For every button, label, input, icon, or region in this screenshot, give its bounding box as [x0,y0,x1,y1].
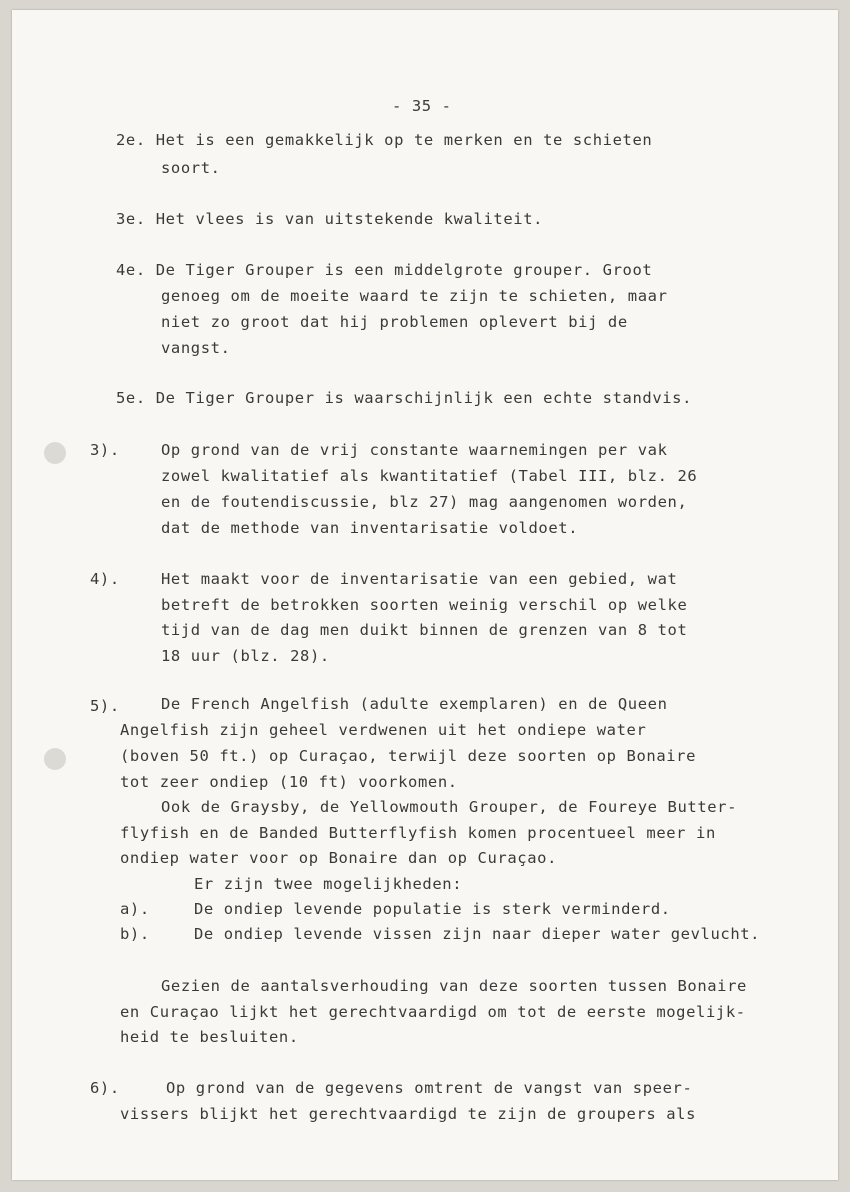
text-line: Gezien de aantalsverhouding van deze soorten tussen Bonaire [161,977,747,995]
text-line: Op grond van de gegevens omtrent de vangst van speer- [166,1079,693,1097]
text-line: (boven 50 ft.) op Curaçao, terwijl deze soorten op Bonaire [120,747,697,765]
text-line: tijd van de dag men duikt binnen de grenzen van 8 tot [161,621,688,639]
text-line: vangst. [161,339,231,357]
text-line: 4e. De Tiger Grouper is een middelgrote grouper. Groot [116,261,653,279]
text-line: De French Angelfish (adulte exemplaren) en de Queen [161,695,668,713]
text-line: heid te besluiten. [120,1028,299,1046]
text-line: Op grond van de vrij constante waarnemingen per vak [161,441,668,459]
section-number: 6). [90,1079,120,1097]
document-page [12,10,838,1180]
section-number: 4). [90,570,120,588]
text-line: genoeg om de moeite waard te zijn te schieten, maar [161,287,668,305]
text-line: zowel kwalitatief als kwantitatief (Tabel III, blz. 26 [161,467,698,485]
text-line: Er zijn twee mogelijkheden: [194,875,463,893]
text-line: De ondiep levende vissen zijn naar dieper water gevlucht. [194,925,761,943]
text-line: De ondiep levende populatie is sterk verminderd. [194,900,671,918]
text-line: 18 uur (blz. 28). [161,647,330,665]
text-line: tot zeer ondiep (10 ft) voorkomen. [120,773,458,791]
text-line: dat de methode van inventarisatie voldoet. [161,519,579,537]
text-line: 3e. Het vlees is van uitstekende kwaliteit. [116,210,544,228]
text-line: Het maakt voor de inventarisatie van een gebied, wat [161,570,678,588]
section-number: 3). [90,441,120,459]
text-line: 2e. Het is een gemakkelijk op te merken en te schieten [116,131,653,149]
text-line: flyfish en de Banded Butterflyfish komen procentueel meer in [120,824,716,842]
text-line: en Curaçao lijkt het gerechtvaardigd om tot de eerste mogelijk- [120,1003,746,1021]
text-line: niet zo groot dat hij problemen oplevert bij de [161,313,628,331]
text-line: en de foutendiscussie, blz 27) mag aangenomen worden, [161,493,688,511]
text-line: Angelfish zijn geheel verdwenen uit het ondiepe water [120,721,647,739]
text-line: vissers blijkt het gerechtvaardigd te zijn de groupers als [120,1105,697,1123]
page-number: - 35 - [392,97,452,115]
text-line: ondiep water voor op Bonaire dan op Curaçao. [120,849,557,867]
text-line: Ook de Graysby, de Yellowmouth Grouper, de Foureye Butter- [161,798,738,816]
text-line: betreft de betrokken soorten weinig verschil op welke [161,596,688,614]
text-line: soort. [161,159,221,177]
punch-hole-top [44,442,66,464]
list-marker: a). [120,900,150,918]
list-marker: b). [120,925,150,943]
section-number: 5). [90,697,120,715]
punch-hole-bottom [44,748,66,770]
text-line: 5e. De Tiger Grouper is waarschijnlijk een echte standvis. [116,389,693,407]
